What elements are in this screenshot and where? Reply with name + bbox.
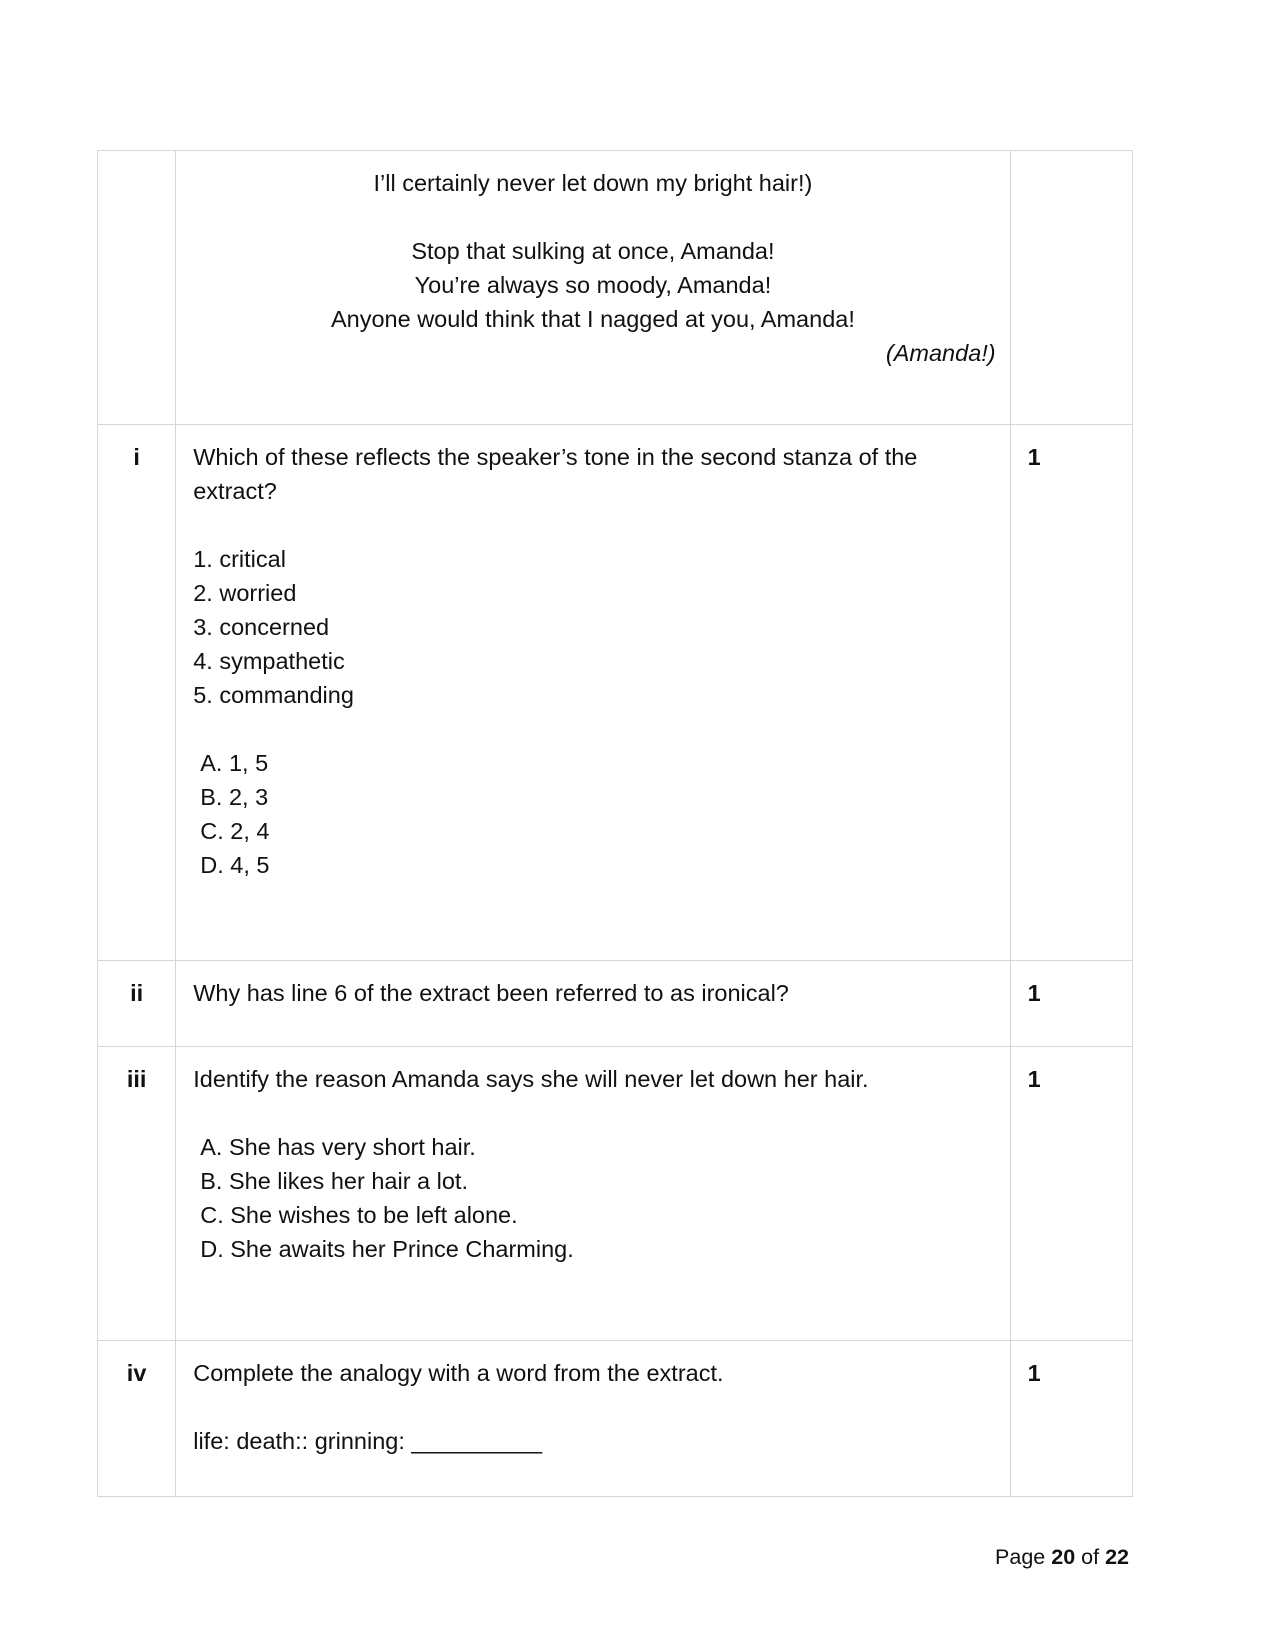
list-item: 4. sympathetic [193, 648, 345, 674]
poem-number-cell [98, 151, 176, 425]
list-item: 2. worried [193, 580, 297, 606]
spacer [193, 1096, 993, 1130]
question-row-iv [98, 1341, 1133, 1497]
question-number: iii [98, 1047, 176, 1341]
page-footer [995, 1542, 1129, 1572]
question-row-i [98, 425, 1133, 961]
answer-option: D. 4, 5 [200, 852, 270, 878]
poem-line: You’re always so moody, Amanda! [414, 272, 772, 298]
answer-option: C. She wishes to be left alone. [200, 1202, 518, 1228]
poem-attribution: (Amanda!) [885, 340, 996, 366]
answer-option: B. She likes her hair a lot. [200, 1168, 468, 1194]
question-row-ii [98, 961, 1133, 1047]
question-content [176, 1047, 1010, 1341]
question-content [176, 425, 1010, 961]
list-item: 3. concerned [193, 614, 330, 640]
question-prompt: Why has line 6 of the extract been referred to as ironical? [193, 980, 789, 1006]
list-item: 1. critical [193, 546, 286, 572]
page-separator: of [1081, 1545, 1100, 1569]
question-prompt: Identify the reason Amanda says she will never let down her hair. [193, 1066, 869, 1092]
poem-extract [176, 151, 1010, 425]
answer-option: C. 2, 4 [200, 818, 270, 844]
answer-option: A. 1, 5 [200, 750, 269, 776]
poem-line: Anyone would think that I nagged at you, Amanda! [330, 306, 855, 332]
question-prompt: Complete the analogy with a word from the extract. [193, 1360, 724, 1386]
page-total: 22 [1105, 1545, 1129, 1569]
poem-line: I’ll certainly never let down my bright hair!) [373, 170, 813, 196]
spacer [193, 1390, 993, 1424]
question-table [97, 150, 1133, 1497]
question-marks: 1 [1010, 425, 1132, 961]
page-label: Page [995, 1545, 1046, 1569]
question-marks: 1 [1010, 1047, 1132, 1341]
list-item: 5. commanding [193, 682, 354, 708]
spacer [193, 712, 993, 746]
question-number: ii [98, 961, 176, 1047]
answer-option: D. She awaits her Prince Charming. [200, 1236, 574, 1262]
question-row-iii [98, 1047, 1133, 1341]
question-marks: 1 [1010, 1341, 1132, 1497]
stanza-gap [190, 200, 995, 234]
answer-option: B. 2, 3 [200, 784, 269, 810]
question-prompt: Which of these reflects the speaker’s tone in the second stanza of the extract? [193, 444, 918, 504]
page-current: 20 [1051, 1545, 1076, 1569]
question-content [176, 961, 1010, 1047]
poem-line: Stop that sulking at once, Amanda! [411, 238, 775, 264]
question-marks: 1 [1010, 961, 1132, 1047]
analogy-line: life: death:: grinning: __________ [193, 1428, 543, 1454]
spacer [193, 508, 993, 542]
answer-option: A. She has very short hair. [200, 1134, 476, 1160]
question-number: iv [98, 1341, 176, 1497]
poem-row [98, 151, 1133, 425]
question-number: i [98, 425, 176, 961]
poem-marks-cell [1010, 151, 1132, 425]
question-content [176, 1341, 1010, 1497]
